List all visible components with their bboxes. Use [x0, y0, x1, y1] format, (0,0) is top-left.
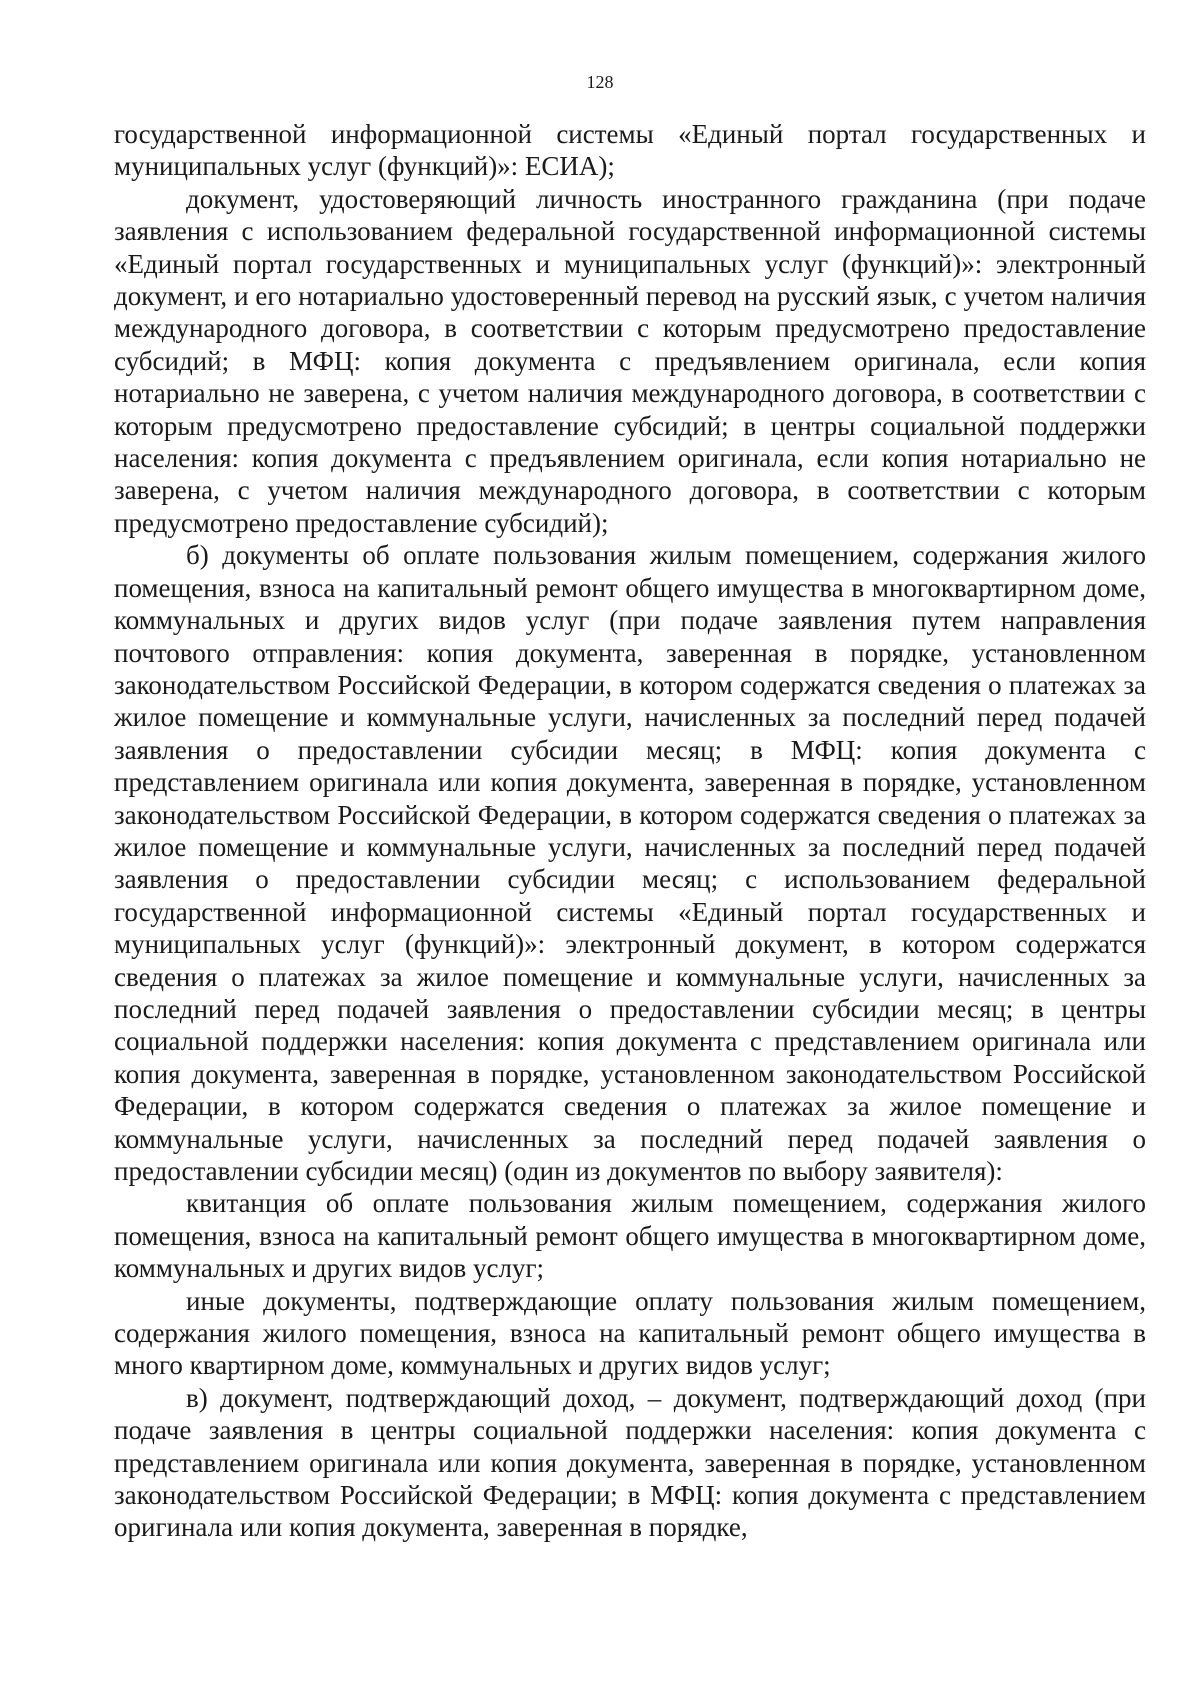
paragraph-esia-continuation: государственной информационной системы «Единый портал государственных и муниципальных услуг (функций)»: ЕСИА); [114, 119, 1146, 182]
document-body [114, 118, 1146, 1544]
paragraph-payment-documents: б) документы об оплате пользования жилым помещением, содержания жилого помещения, взноса на капитальный ремонт общего имущества в многоквартирном доме, коммунальных и других видов услуг (при подаче заявления путем направления почтового отправления: копия документа, заверенная в порядке, установленном законодательством Российской Федерации, в котором содержатся сведения о платежах за жилое помещение и коммунальные услуги, начисленных за последний перед подачей заявления о предоставлении субсидии месяц; в МФЦ: копия документа с представлением оригинала или копия документа, заверенная в порядке, установленном законодательством Российской Федерации, в котором содержатся сведения о платежах за жилое помещение и коммунальные услуги, начисленных за последний перед подачей заявления о предоставлении субсидии месяц; с использованием федеральной государственной информационной системы «Единый портал государственных и муниципальных услуг (функций)»: электронный документ, в котором содержатся сведения о платежах за жилое помещение и коммунальные услуги, начисленных за последний перед подачей заявления о предоставлении субсидии месяц; в центры социальной поддержки населения: копия документа с представлением оригинала или копия документа, заверенная в порядке, установленном законодательством Российской Федерации, в котором содержатся сведения о платежах за жилое помещение и коммунальные услуги, начисленных за последний перед подачей заявления о предоставлении субсидии месяц) (один из документов по выбору заявителя): [114, 540, 1146, 1186]
paragraph-other-payment-documents: иные документы, подтверждающие оплату пользования жилым помещением, содержания жилого помещения, взноса на капитальный ремонт общего имущества в много квартирном доме, коммунальных и других видов услуг; [114, 1285, 1146, 1381]
paragraph-income-document: в) документ, подтверждающий доход, – документ, подтверждающий доход (при подаче заявления в центры социальной поддержки населения: копия документа с представлением оригинала или копия документа, заверенная в порядке, установленном законодательством Российской Федерации; в МФЦ: копия документа с представлением оригинала или копия документа, заверенная в порядке, [114, 1382, 1146, 1543]
page-number: 128 [586, 72, 614, 92]
paragraph-foreign-citizen-id: документ, удостоверяющий личность иностранного гражданина (при подаче заявления с использованием федеральной государственной информационной системы «Единый портал государственных и муниципальных услуг (функций)»: электронный документ, и его нотариально удостоверенный перевод на русский язык, с учетом наличия международного договора, в соответствии с которым предусмотрено предоставление субсидий; в МФЦ: копия документа с предъявлением оригинала, если копия нотариально не заверена, с учетом наличия международного договора, в соответствии с которым предусмотрено предоставление субсидий; в центры социальной поддержки населения: копия документа с предъявлением оригинала, если копия нотариально не заверена, с учетом наличия международного договора, в соответствии с которым предусмотрено предоставление субсидий); [114, 183, 1146, 538]
paragraph-payment-receipt: квитанция об оплате пользования жилым помещением, содержания жилого помещения, взноса на капитальный ремонт общего имущества в многоквартирном доме, коммунальных и других видов услуг; [114, 1188, 1146, 1284]
